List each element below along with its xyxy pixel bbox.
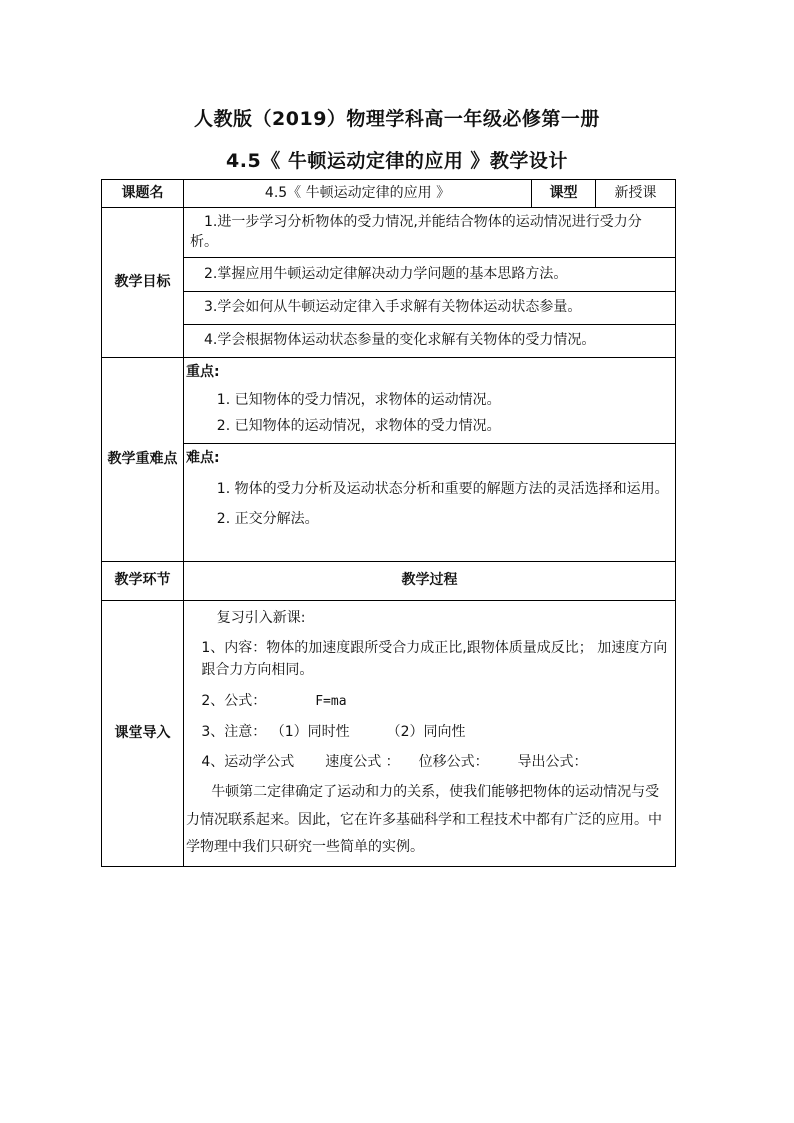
note-same-direction: （2）同向性 xyxy=(386,723,466,740)
kinematics-line xyxy=(186,751,673,773)
displacement-formula: 位移公式： xyxy=(418,753,489,770)
objective-row xyxy=(102,324,676,357)
objectives-label: 教学目标 xyxy=(102,208,184,358)
intro-cell xyxy=(184,600,676,866)
lesson-plan-table xyxy=(101,179,676,867)
content-line: 1、内容：物体的加速度跟所受合力成正比,跟物体质量成反比； 加速度方向跟合力方向相同。 xyxy=(201,639,668,679)
objective-text: 2.掌握应用牛顿运动定律解决动力学问题的基本思路方法。 xyxy=(204,265,568,282)
objective-text: 3.学会如何从牛顿运动定律入手求解有关物体运动状态参量。 xyxy=(204,299,582,316)
stage-label: 教学环节 xyxy=(102,561,184,600)
focus-heading: 重点: xyxy=(186,363,220,380)
objective-text: 1.进一步学习分析物体的受力情况,并能结合物体的运动情况进行受力分析。 xyxy=(190,214,642,251)
document-subtitle: 4.5《 牛顿运动定律的应用 》教学设计 xyxy=(226,150,568,172)
difficulty-item: 2. 正交分解法。 xyxy=(216,511,319,528)
difficulty-heading: 难点: xyxy=(186,449,220,466)
focus-item: 1. 已知物体的受力情况，求物体的运动情况。 xyxy=(216,391,501,408)
kinematics-label: 4、运动学公式 xyxy=(201,753,295,770)
velocity-formula: 速度公式 ： xyxy=(325,753,400,770)
objective-text: 4.学会根据物体运动状态参量的变化求解有关物体的受力情况。 xyxy=(204,332,596,349)
process-header-row xyxy=(102,561,676,600)
objective-item xyxy=(184,291,676,324)
objective-item xyxy=(184,324,676,357)
topic-label: 课题名 xyxy=(102,180,184,208)
focus-item: 2. 已知物体的运动情况，求物体的受力情况。 xyxy=(216,418,501,435)
topic-row xyxy=(102,180,676,208)
objective-row xyxy=(102,291,676,324)
objective-row xyxy=(102,208,676,258)
difficulty-cell xyxy=(184,443,676,561)
review-line: 复习引入新课: xyxy=(216,609,306,626)
formula-line xyxy=(186,690,673,713)
type-value: 新授课 xyxy=(596,180,676,208)
objective-row xyxy=(102,257,676,291)
topic-value: 4.5《 牛顿运动定律的应用 》 xyxy=(184,180,532,208)
process-label: 教学过程 xyxy=(184,561,676,600)
objective-item xyxy=(184,257,676,291)
objective-item xyxy=(184,208,676,258)
note-simultaneity: （1）同时性 xyxy=(270,723,350,740)
type-label: 课型 xyxy=(532,180,596,208)
derived-formula: 导出公式： xyxy=(517,753,588,770)
intro-label: 课堂导入 xyxy=(102,600,184,866)
formula-value: F=ma xyxy=(315,693,347,709)
intro-paragraph: 牛顿第二定律确定了运动和力的关系，使我们能够把物体的运动情况与受力情况联系起来。因此，它在许多基础科学和工程技术中都有广泛的应用。中学物理中我们只研究一些简单的实例。 xyxy=(186,784,662,855)
formula-label: 2、公式： xyxy=(201,692,267,709)
focus-row xyxy=(102,357,676,443)
key-points-label: 教学重难点 xyxy=(102,357,184,561)
focus-cell xyxy=(184,357,676,443)
notes-line xyxy=(186,721,673,743)
notes-label: 3、注意： xyxy=(201,723,267,740)
difficulty-item: 1. 物体的受力分析及运动状态分析和重要的解题方法的灵活选择和运用。 xyxy=(216,480,669,497)
intro-row xyxy=(102,600,676,866)
difficulty-row xyxy=(102,443,676,561)
document-title: 人教版（2019）物理学科高一年级必修第一册 xyxy=(194,108,600,130)
